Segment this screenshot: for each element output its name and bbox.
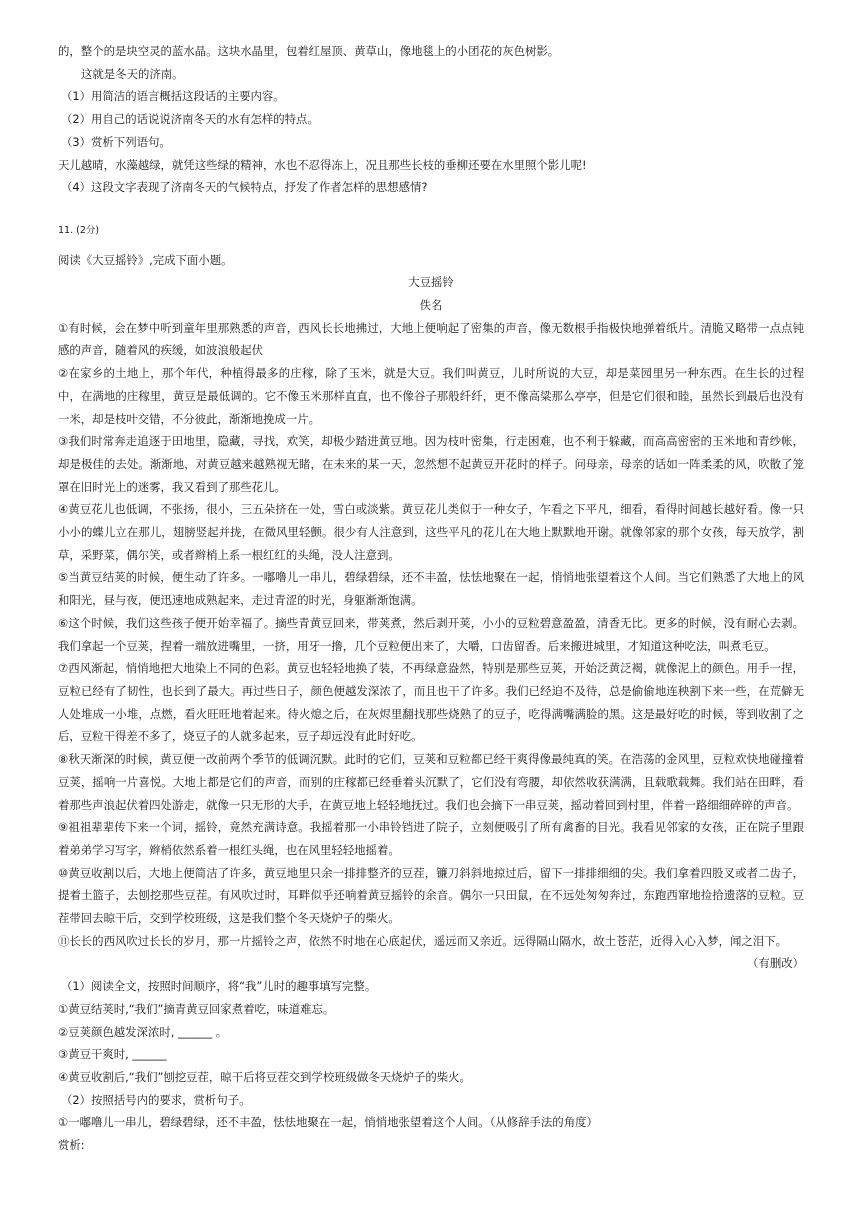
- article-title: 大豆摇铃: [408, 275, 454, 290]
- article-paragraph: ③我们时常奔走追逐于田地里，隐藏，寻找，欢笑，却极少踏进黄豆地。因为枝叶密集，行走困难，也不利于躲藏，而高高密密的玉米地和青纱帐，却是极佳的去处。渐渐地，对黄豆越来越熟视无睹，在未来的某一天，忽然想不起黄豆开花时的样子。问母亲，母亲的话如一阵柔柔的风，吹散了笼罩在旧时光上的迷雾，我又看到了那些花儿。: [58, 434, 804, 494]
- question-3-sentence: 天儿越晴，水藻越绿，就凭这些绿的精神，水也不忍得冻上，况且那些长枝的垂柳还要在水里照个影儿呢!: [58, 157, 587, 172]
- passage-line: 这就是冬天的济南。: [81, 66, 184, 81]
- article-paragraph: ⑤当黄豆结荚的时候，便生动了许多。一嘟噜儿一串儿，碧绿碧绿，还不丰盈，怯怯地聚在一起，悄悄地张望着这个人间。当它们熟悉了大地上的风和阳光，昼与夜，便迅速地成熟起来，走过青涩的时光，身躯渐渐饱满。: [58, 570, 804, 608]
- question-4: （4）这段文字表现了济南冬天的气候特点，抒发了作者怎样的思想感情?: [61, 180, 428, 195]
- subquestion-2-item: ①一嘟噜儿一串儿，碧绿碧绿，还不丰盈，怯怯地聚在一起，悄悄地张望着这个人间。（从修辞手法的角度）: [58, 1115, 598, 1130]
- subquestion-1: （1）阅读全文，按照时间顺序，将“我”儿时的趣事填写完整。: [61, 979, 377, 994]
- article-paragraph: ②在家乡的土地上，那个年代，种植得最多的庄稼，除了玉米，就是大豆。我们叫黄豆，儿时所说的大豆，却是菜园里另一种东西。在生长的过程中，在满地的庄稼里，黄豆是最低调的。它不像玉米那样直直，也不像谷子那般纤纤，更不像高粱那么亭亭，但是它们很和睦，虽然长到最后也没有一米，却是枝叶交错，不分彼此，渐渐地挽成一片。: [58, 366, 804, 426]
- question-1: （1）用简洁的语言概括这段话的主要内容。: [61, 89, 285, 104]
- revision-note: （有删改）: [747, 956, 804, 971]
- article-body: [58, 317, 804, 953]
- instruction: 阅读《大豆摇铃》,完成下面小题。: [58, 252, 233, 267]
- analysis-label: 赏析:: [58, 1138, 85, 1153]
- article-author: 佚名: [419, 298, 443, 313]
- question-2: （2）用自己的话说说济南冬天的水有怎样的特点。: [61, 112, 319, 127]
- passage-line: 的，整个的是块空灵的蓝水晶。这块水晶里，包着红屋顶、黄草山，像地毯上的小团花的灰色树影。: [58, 44, 560, 58]
- article-paragraph: ⑩黄豆收割以后，大地上便简洁了许多，黄豆地里只余一排排整齐的豆茬，镰刀斜斜地掠过后，留下一排排细细的尖。我们拿着四股叉或者二齿子，提着土篮子，去刨挖那些豆茬。有风吹过时，耳畔似乎还响着黄豆摇铃的余音。偶尔一只田鼠，在不远处匆匆奔过，东跑西窜地捡拾遗落的豆粒。豆茬带回去晾干后，交到学校班级，这是我们整个冬天烧炉子的柴火。: [58, 865, 804, 926]
- article-paragraph: ⑨祖祖辈辈传下来一个词，摇铃，竟然充满诗意。我摇着那一小串铃铛进了院子，立刻便吸引了所有禽畜的目光。我看见邻家的女孩，正在院子里跟着弟弟学习写字，辫梢依然系着一根红头绳，也在风里轻轻地摇着。: [58, 820, 804, 857]
- subquestion-2: （2）按照括号内的要求，赏析句子。: [61, 1092, 251, 1107]
- question-3: （3）赏析下列语句。: [61, 134, 171, 149]
- article-paragraph: ⑥这个时候，我们这些孩子便开始幸福了。摘些青黄豆回来，带荚煮，然后剥开荚，小小的豆粒碧意盈盈，清香无比。更多的时候，没有耐心去剥。我们拿起一个豆荚，捏着一端放进嘴里，一挤，用牙一撸，几个豆粒便出来了，大嚼，口齿留香。后来搬进城里，才知道这种吃法，叫煮毛豆。: [58, 615, 804, 653]
- answer-item: ④黄豆收割后,“我们”刨挖豆茬，晾干后将豆茬交到学校班级做冬天烧炉子的柴火。: [58, 1069, 471, 1084]
- article-paragraph: ⑦西风渐起，悄悄地把大地染上不同的色彩。黄豆也轻轻地换了装，不再绿意盎然，特别是那些豆荚，开始泛黄泛褐，就像泥上的颜色。用手一捏，豆粒已经有了韧性，也长到了最大。再过些日子，颜色便越发深浓了，而且也干了许多。我们已经迫不及待，总是偷偷地连秧割下来一些，在荒僻无人处堆成一小堆，点燃，看火旺旺地着起来。待火熄之后，在灰烬里翻找那些烧熟了的豆子，吃得满嘴满脸的黑。这是最好吃的时候，等到收割了之后，豆粒干得差不多了，烧豆子的人就多起来，豆子却远没有此时好吃。: [58, 661, 804, 744]
- answer-item: ①黄豆结荚时,“我们”摘青黄豆回家煮着吃，味道难忘。: [58, 1001, 335, 1016]
- article-paragraph: ⑪长长的西风吹过长长的岁月，那一片摇铃之声，依然不时地在心底起伏，遥远而又亲近。远得隔山隔水，故土苍茫，近得入心入梦，闻之泪下。: [58, 933, 788, 948]
- answer-item: ②豆荚颜色越发深浓时, ______ 。: [58, 1024, 228, 1039]
- answer-item: ③黄豆干爽时, ______: [58, 1047, 167, 1062]
- document-page: [58, 40, 804, 1157]
- question-number: 11. (2分): [58, 224, 100, 236]
- article-paragraph: ⑧秋天渐深的时候，黄豆便一改前两个季节的低调沉默。此时的它们，豆荚和豆粒都已经干爽得像最纯真的笑。在浩荡的金风里，豆粒欢快地碰撞着豆荚，摇响一片喜悦。大地上都是它们的声音，而别的庄稼都已经垂着头沉默了，它们没有弯腰，却依然收获满满，且载歌载舞。我们站在田畔，看着那些声浪起伏着四处游走，就像一只无形的大手，在黄豆地上轻轻地抚过。我们也会摘下一串豆荚，摇动着回到村里，伴着一路细细碎碎的声音。: [58, 752, 804, 812]
- article-paragraph: ①有时候，会在梦中听到童年里那熟悉的声音，西风长长地拂过，大地上便响起了密集的声音，像无数根手指极快地弹着纸片。清脆又略带一点点钝感的声音，随着风的疾缓，如波浪般起伏: [58, 320, 804, 358]
- article-paragraph: ④黄豆花儿也低调，不张扬，很小，三五朵挤在一处，雪白或淡紫。黄豆花儿类似于一种女子，乍看之下平凡，细看，看得时间越长越好看。像一只小小的蝶儿立在那儿，翅膀竖起并拢，在微风里轻颤。很少有人注意到，这些平凡的花儿在大地上默默地开谢。就像邻家的那个女孩，每天放学，割草，采野菜，偶尔笑，或者辫梢上系一根红红的头绳，没人注意到。: [58, 502, 804, 562]
